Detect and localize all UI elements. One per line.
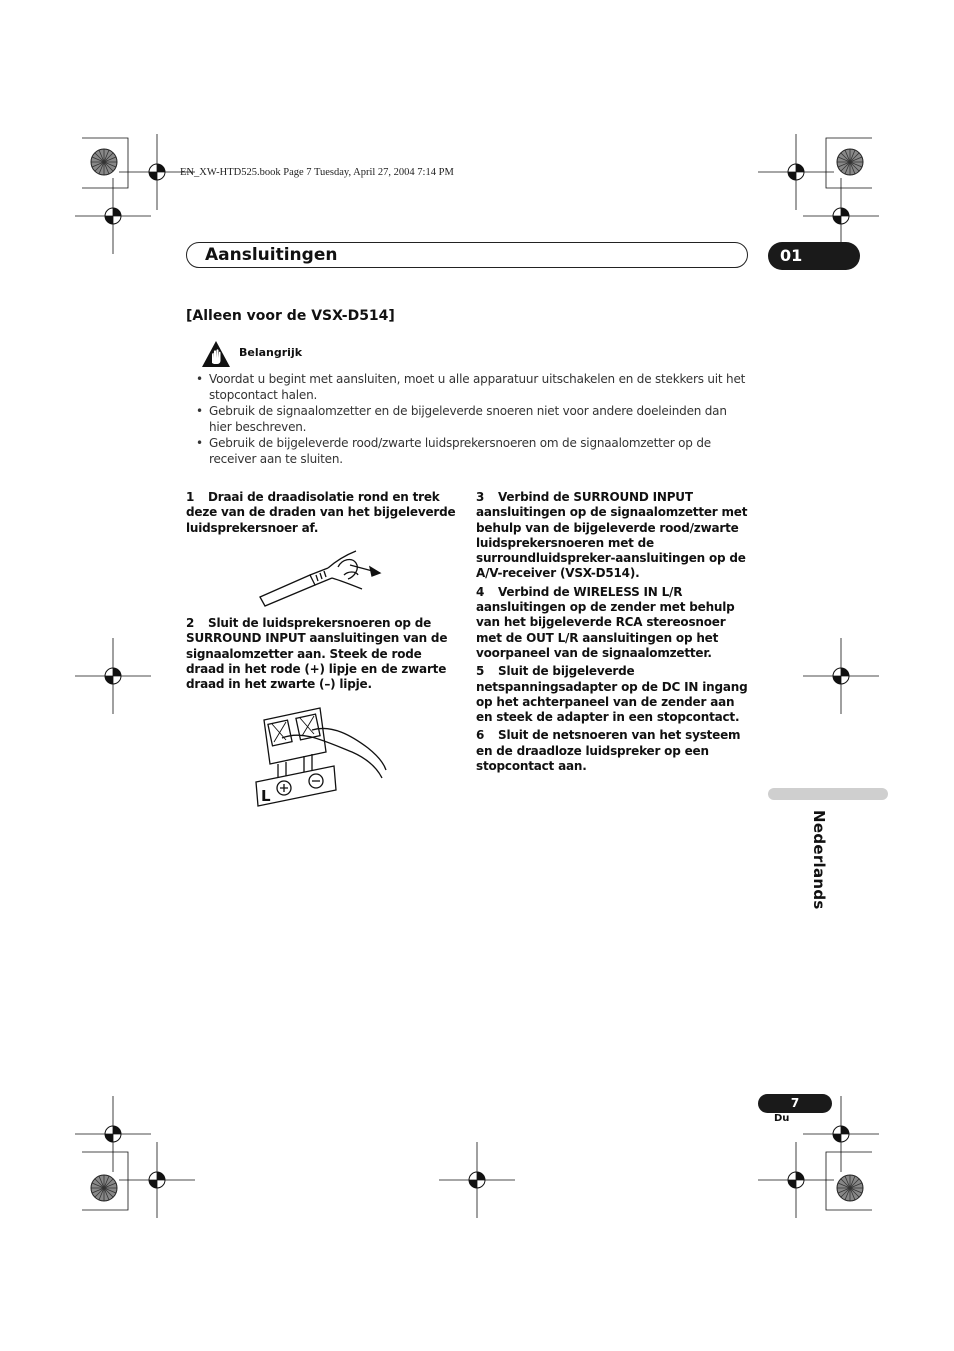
step-2: 2 Sluit de luidsprekersnoeren op de SURROUND INPUT aansluitingen van de signaalomzetter aan. Steek de rode draad in het rode (+) lipje en de zwarte draad in het zwarte (–) lipje.	[186, 616, 448, 692]
language-label: Nederlands	[810, 810, 828, 910]
section-heading: [Alleen voor de VSX-D514]	[186, 308, 395, 324]
steps-right	[476, 490, 748, 777]
registration-mark-icon	[758, 134, 834, 210]
chapter-bar	[186, 242, 748, 268]
page-language: Du	[774, 1113, 790, 1124]
step-4: 4 Verbind de WIRELESS IN L/R aansluitingen op de zender met behulp van het bijgeleverde RCA stereosnoer met de OUT L/R aansluitingen op het voorpaneel van de signaalomzetter.	[476, 584, 735, 660]
warning-hand-icon	[201, 340, 231, 368]
list-item: • Voordat u begint met aansluiten, moet u alle apparatuur uitschakelen en de stekkers uit het stopcontact halen.	[196, 372, 748, 403]
registration-mark-icon	[439, 1142, 515, 1218]
color-wheel-icon	[837, 1175, 863, 1201]
registration-mark-icon	[75, 1096, 151, 1172]
print-info: EN_XW-HTD525.book Page 7 Tuesday, April 27, 2004 7:14 PM	[180, 167, 454, 178]
important-bullets	[196, 372, 748, 468]
list-item: • Gebruik de signaalomzetter en de bijgeleverde snoeren niet voor andere doeleinden dan hier beschreven.	[196, 404, 748, 435]
speaker-terminal-illustration	[252, 700, 392, 815]
language-tab	[768, 788, 888, 800]
page-number: 7	[758, 1094, 832, 1113]
registration-mark-icon	[803, 638, 879, 714]
registration-mark-icon	[119, 1142, 195, 1218]
chapter-number: 01	[768, 242, 860, 270]
wire-strip-illustration	[252, 545, 392, 615]
registration-mark-icon	[75, 178, 151, 254]
chapter-title: Aansluitingen	[205, 245, 338, 265]
step-3: 3 Verbind de SURROUND INPUT aansluitingen op de signaalomzetter met behulp van de bijgeleverde rood/zwarte luidsprekersnoeren met de surroundluidspreker-aansluitingen op de A/V-receiver (VSX-D514).	[476, 490, 748, 581]
list-item: • Gebruik de bijgeleverde rood/zwarte luidsprekersnoeren om de signaalomzetter op de receiver aan te sluiten.	[196, 436, 748, 467]
terminal-label: L	[261, 787, 271, 805]
color-wheel-icon	[837, 149, 863, 175]
step-6: 6 Sluit de netsnoeren van het systeem en de draadloze luidspreker op een stopcontact aan.	[476, 728, 741, 774]
step-1: 1 Draai de draadisolatie rond en trek deze van de draden van het bijgeleverde luidsprekersnoer af.	[186, 490, 456, 535]
color-wheel-icon	[91, 149, 117, 175]
registration-mark-icon	[758, 1142, 834, 1218]
registration-mark-icon	[75, 638, 151, 714]
color-wheel-icon	[91, 1175, 117, 1201]
step-5: 5 Sluit de bijgeleverde netspanningsadapter op de DC IN ingang op het achterpaneel van de zender aan en steek de adapter in een stopcontact.	[476, 664, 748, 725]
important-label: Belangrijk	[239, 346, 303, 359]
